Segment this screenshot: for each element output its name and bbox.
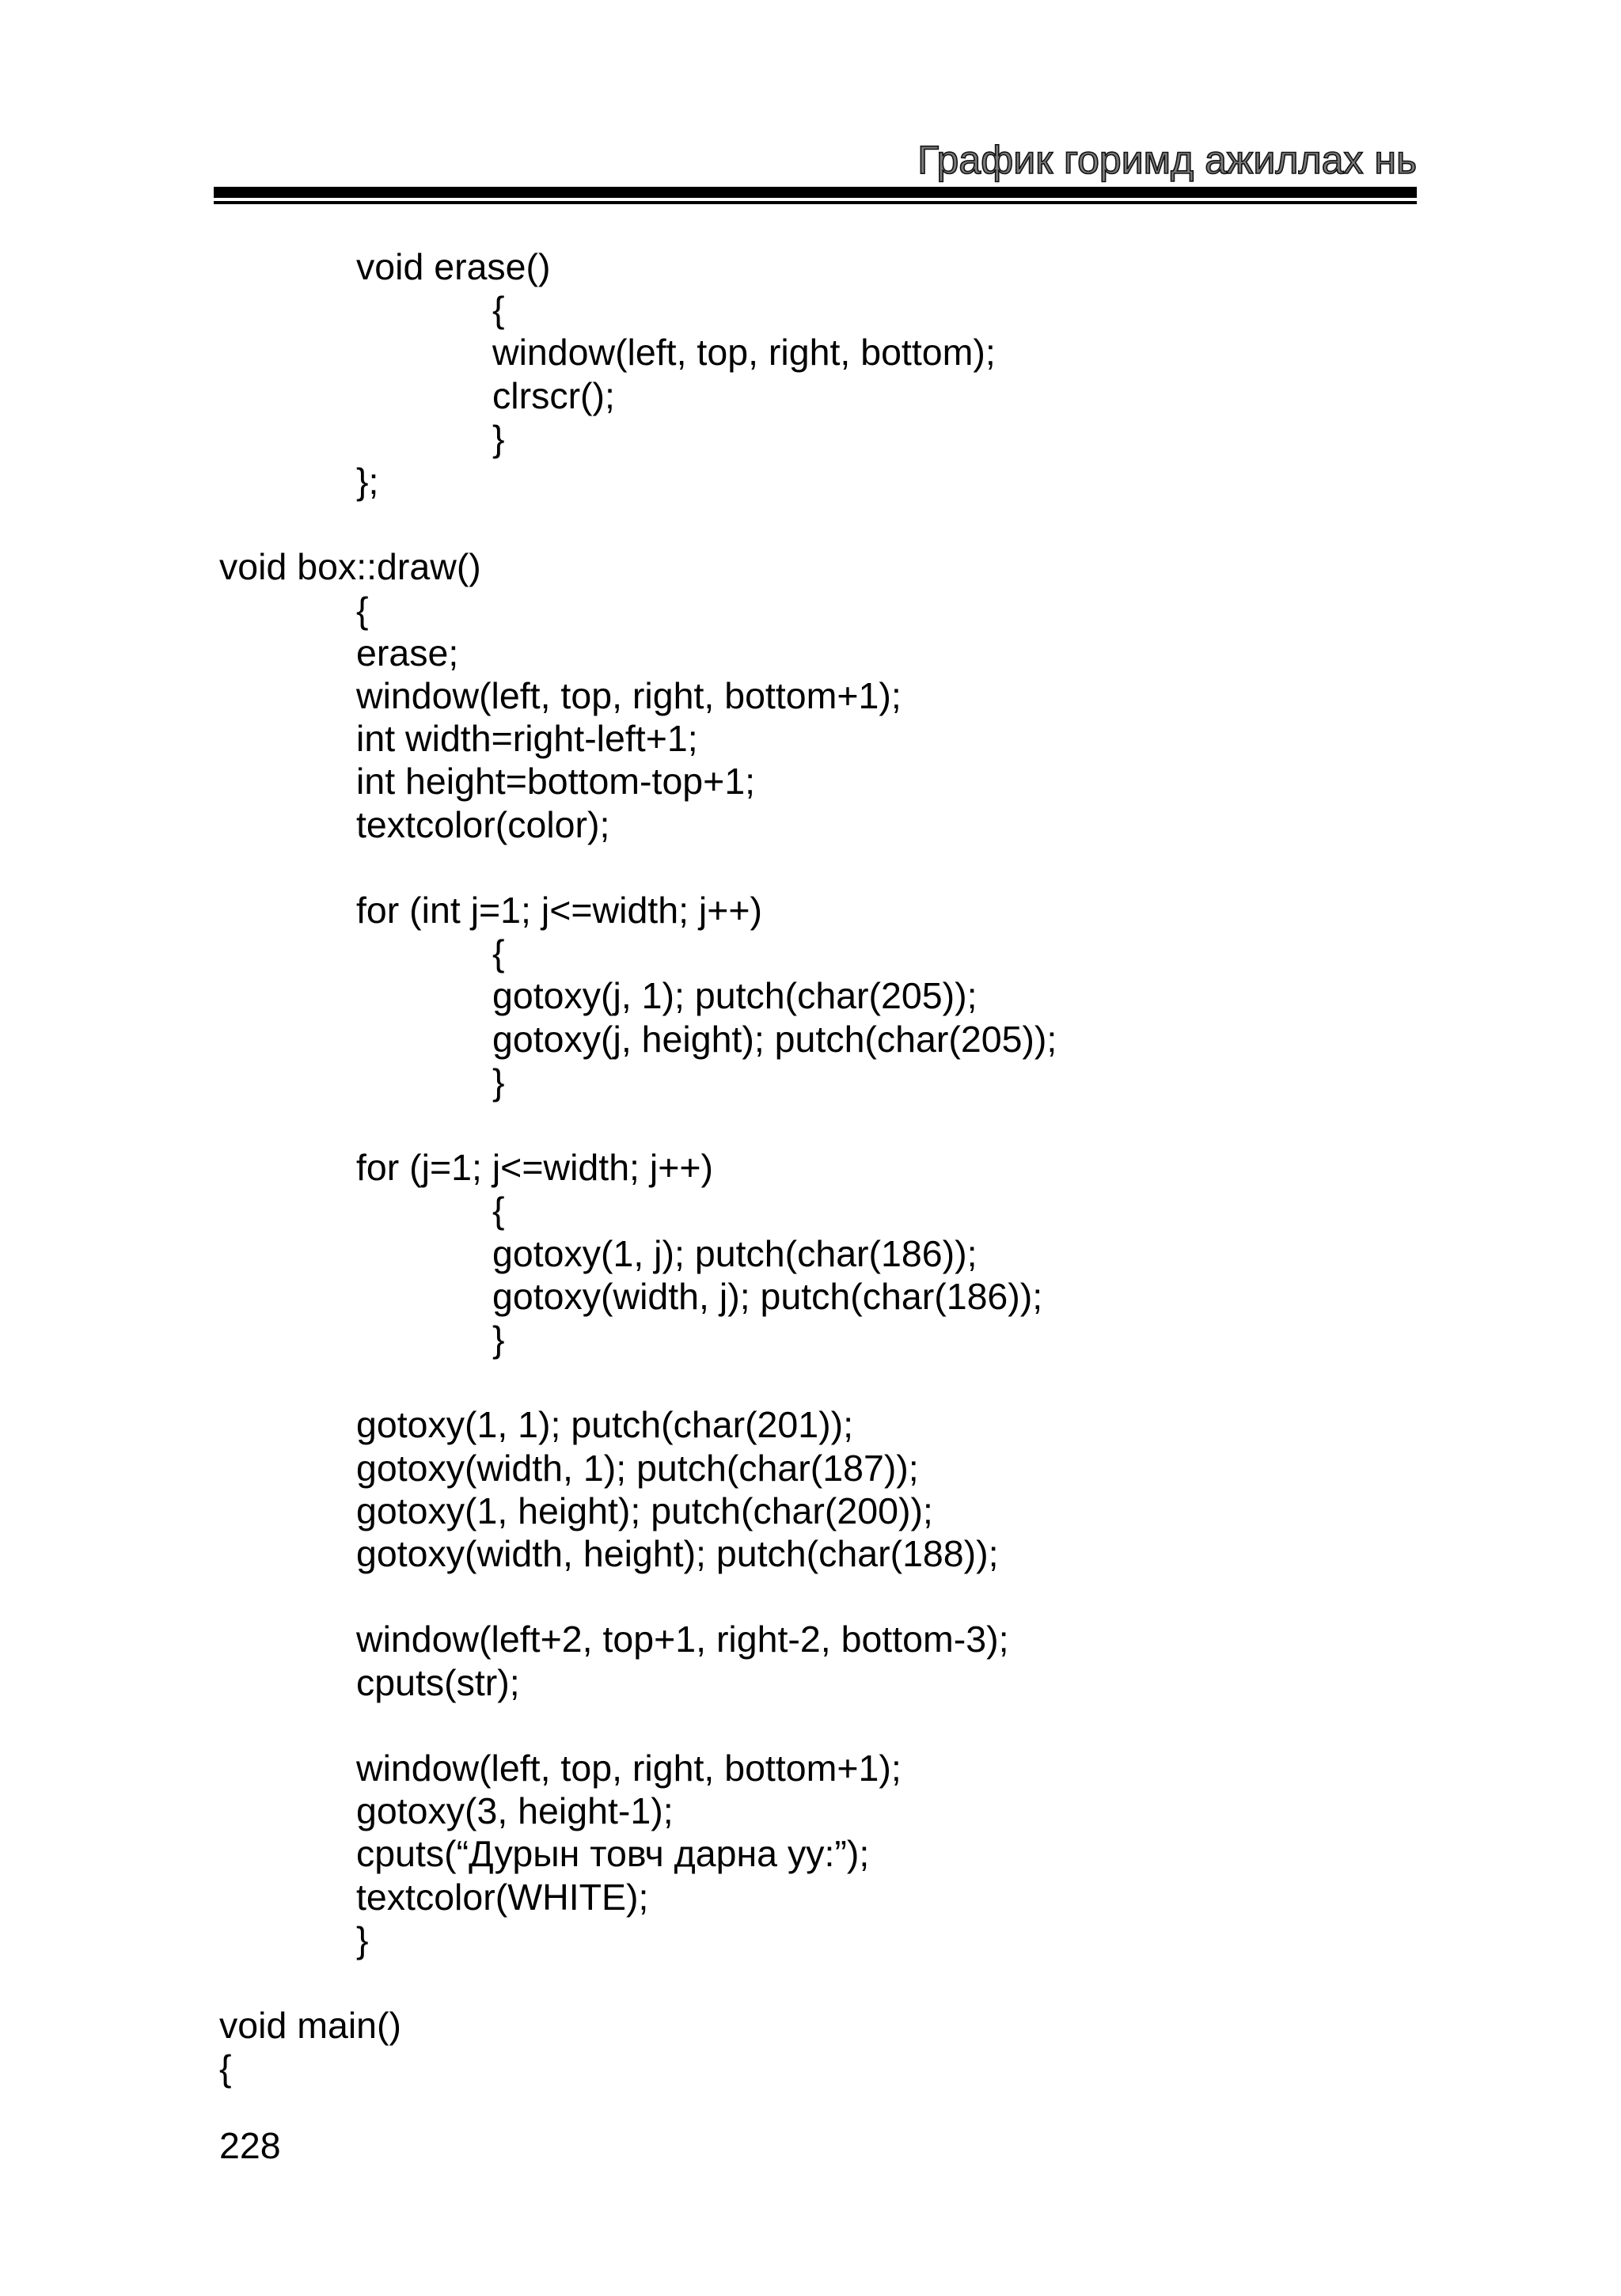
code-line: } [492,1061,505,1102]
code-line: for (int j=1; j<=width; j++) [356,890,763,931]
code-line: cputs(“Дурын товч дарна уу:”); [356,1833,870,1875]
code-line: } [356,1918,369,1960]
code-line: textcolor(color); [356,803,610,845]
code-line: gotoxy(1, j); putch(char(186)); [492,1232,978,1274]
code-line: window(left+2, top+1, right-2, bottom-3); [356,1619,1009,1660]
code-line: { [219,2047,232,2089]
code-line: gotoxy(j, 1); putch(char(205)); [492,975,978,1017]
code-line: void main() [219,2005,401,2047]
code-line: { [356,589,369,631]
header-rule-thick [214,187,1417,198]
code-line: { [492,289,505,331]
code-line: }; [356,461,379,502]
code-line: window(left, top, right, bottom); [492,332,996,374]
code-line: int height=bottom-top+1; [356,761,756,803]
code-line: window(left, top, right, bottom+1); [356,675,902,716]
code-line: gotoxy(width, j); putch(char(186)); [492,1275,1043,1317]
code-line: void erase() [356,246,551,287]
code-line: window(left, top, right, bottom+1); [356,1748,902,1789]
code-line: gotoxy(1, 1); putch(char(201)); [356,1404,854,1446]
header-rule-thin [214,201,1417,204]
code-line: gotoxy(width, 1); putch(char(187)); [356,1447,919,1489]
code-line: gotoxy(width, height); putch(char(188)); [356,1533,999,1574]
code-line: { [492,1190,505,1231]
code-line: for (j=1; j<=width; j++) [356,1147,714,1189]
code-line: } [492,417,505,459]
code-line: cputs(str); [356,1661,520,1703]
code-line: textcolor(WHITE); [356,1876,649,1918]
code-line: gotoxy(j, height); putch(char(205)); [492,1018,1057,1060]
code-line: gotoxy(1, height); putch(char(200)); [356,1490,933,1531]
code-line: void box::draw() [219,546,481,588]
page-header [0,0,1621,237]
running-header-title: График горимд ажиллах нь [917,138,1417,182]
code-line: erase; [356,632,459,674]
code-line: gotoxy(3, height-1); [356,1790,674,1832]
page-number: 228 [219,2125,281,2166]
code-line: clrscr(); [492,374,615,416]
code-line: int width=right-left+1; [356,718,698,760]
code-line: } [492,1319,505,1360]
code-line: { [492,932,505,974]
